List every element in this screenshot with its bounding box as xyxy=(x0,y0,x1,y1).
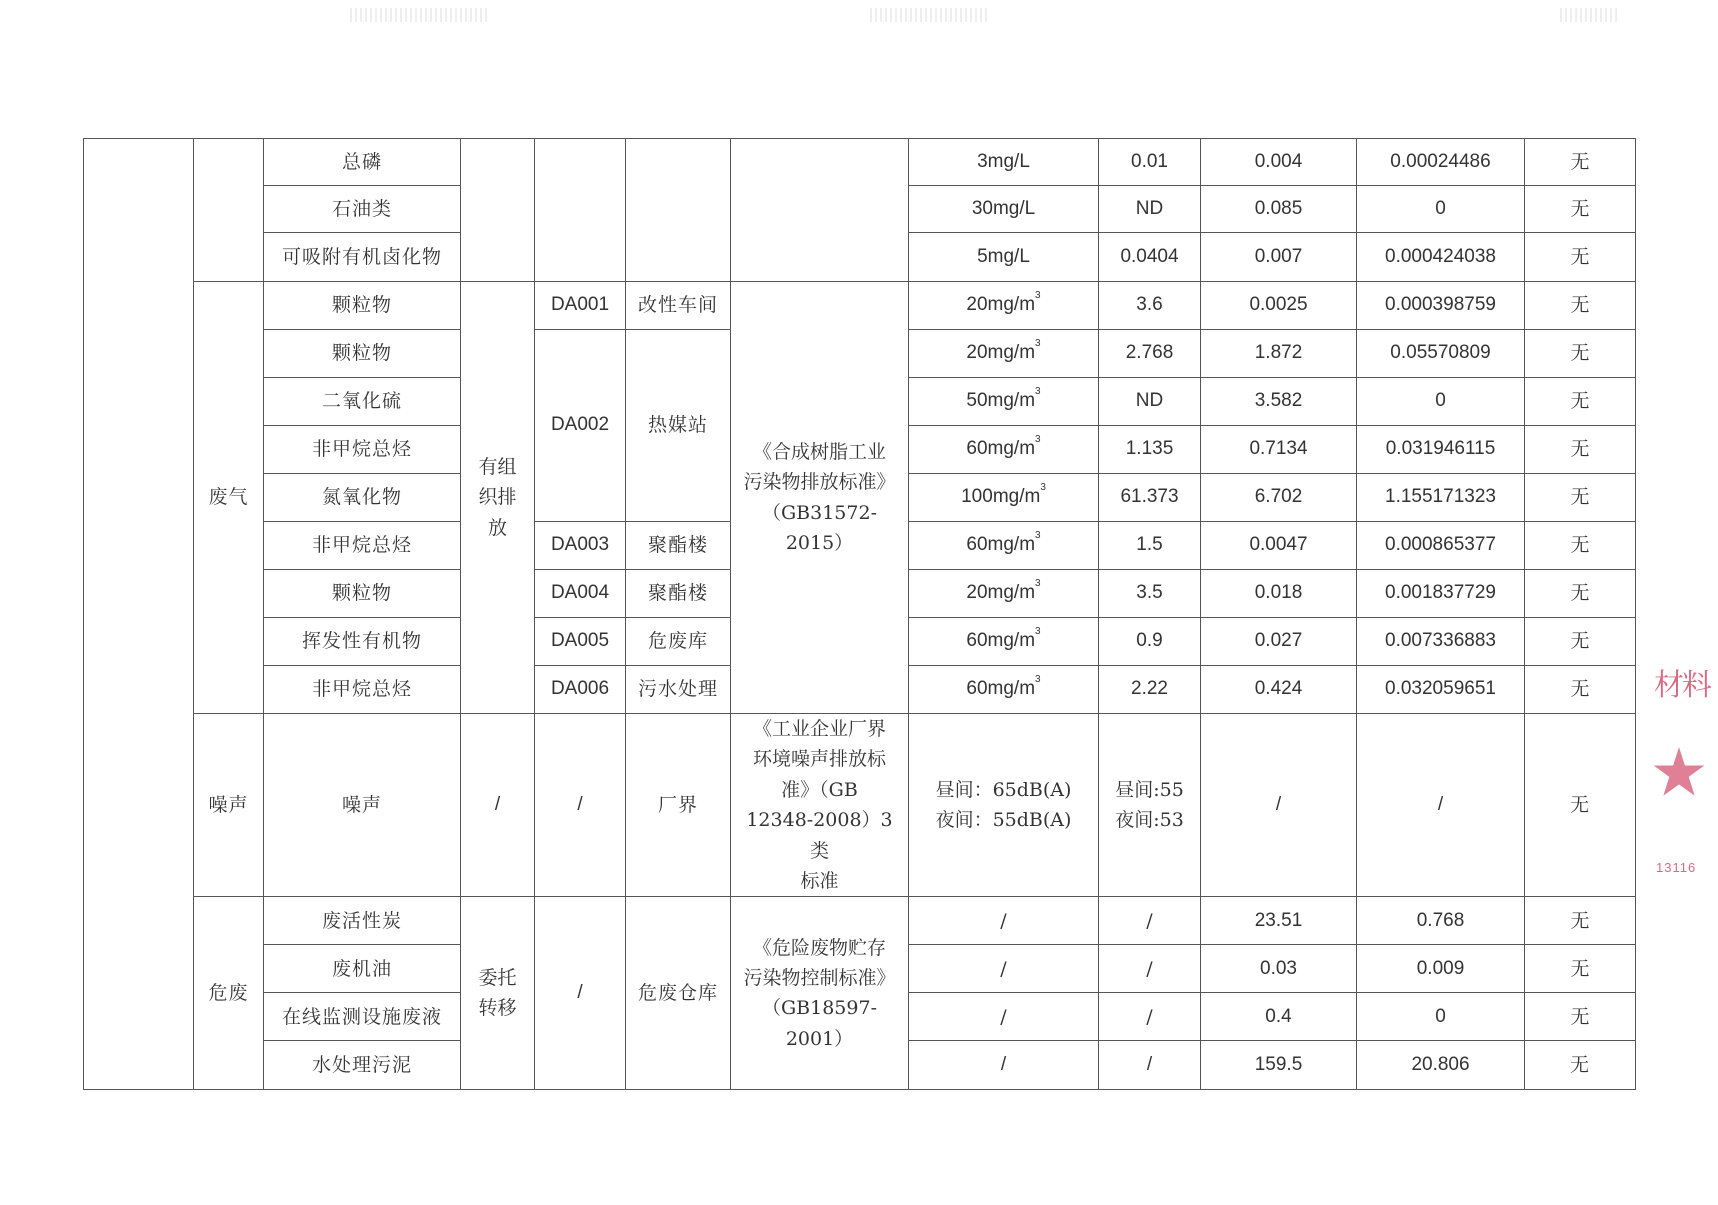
emissions-table xyxy=(83,138,1636,1090)
measured-cell: 1.5 xyxy=(1099,522,1201,570)
exceedance-cell: 无 xyxy=(1525,993,1636,1041)
standard-cell xyxy=(731,282,909,714)
limit-cell: $60mg/m^3$ xyxy=(909,426,1099,474)
outlet-id-cell: DA002 xyxy=(535,330,626,522)
actual-total-cell: 0.05570809 xyxy=(1357,330,1525,378)
measured-cell: 1.135 xyxy=(1099,426,1201,474)
emission-mode-line: 转移 xyxy=(478,997,517,1020)
standard-line: （GB18597-2001） xyxy=(761,997,877,1050)
location-cell: 危废仓库 xyxy=(626,897,731,1090)
location-cell: 厂界 xyxy=(626,714,731,897)
limit-night: 夜间：55dB(A) xyxy=(935,809,1072,832)
outlet-id-cell xyxy=(535,139,626,282)
stamp-code: 13116 xyxy=(1656,860,1697,875)
exceedance-cell: 无 xyxy=(1525,139,1636,186)
table-row xyxy=(84,139,1636,186)
limit-cell: $20mg/m^3$ xyxy=(909,570,1099,618)
measured-cell: / xyxy=(1099,993,1201,1041)
measured-cell: 2.768 xyxy=(1099,330,1201,378)
actual-total-cell: 0.768 xyxy=(1357,897,1525,945)
limit-cell: / xyxy=(909,1041,1099,1090)
measured-cell: 2.22 xyxy=(1099,666,1201,714)
limit-day: 昼间：65dB(A) xyxy=(935,778,1072,801)
scan-artifact xyxy=(870,8,990,22)
scan-artifact xyxy=(1560,8,1620,22)
pollutant-cell: 水处理污泥 xyxy=(264,1041,461,1090)
actual-total-cell: 1.155171323 xyxy=(1357,474,1525,522)
permitted-total-cell: 0.03 xyxy=(1201,945,1357,993)
emission-mode-cell xyxy=(461,897,535,1090)
permitted-total-cell: 0.027 xyxy=(1201,618,1357,666)
measured-cell: / xyxy=(1099,945,1201,993)
location-cell xyxy=(626,139,731,282)
standard-line: 《合成树脂工业 xyxy=(752,440,886,463)
actual-total-cell: 0.009 xyxy=(1357,945,1525,993)
actual-total-cell: 0.000424038 xyxy=(1357,233,1525,282)
permitted-total-cell: 0.0047 xyxy=(1201,522,1357,570)
standard-line: 《危险废物贮存 xyxy=(752,936,886,959)
exceedance-cell: 无 xyxy=(1525,666,1636,714)
limit-cell: $20mg/m^3$ xyxy=(909,330,1099,378)
pollutant-cell: 挥发性有机物 xyxy=(264,618,461,666)
limit-cell: 30mg/L xyxy=(909,186,1099,233)
measured-cell: 61.373 xyxy=(1099,474,1201,522)
seal-stamp xyxy=(1650,650,1710,890)
actual-total-cell: 0 xyxy=(1357,378,1525,426)
actual-total-cell: 0.031946115 xyxy=(1357,426,1525,474)
table-row xyxy=(84,714,1636,897)
location-cell: 危废库 xyxy=(626,618,731,666)
measured-day: 昼间:55 xyxy=(1115,778,1184,801)
exceedance-cell: 无 xyxy=(1525,426,1636,474)
category-cell-wastewater xyxy=(194,139,264,282)
emission-mode-line: 放 xyxy=(487,516,507,539)
limit-cell: $20mg/m^3$ xyxy=(909,282,1099,330)
outlet-id-cell: / xyxy=(535,897,626,1090)
outlet-id-cell: DA001 xyxy=(535,282,626,330)
blank-left-column xyxy=(84,139,194,1090)
permitted-total-cell: 0.018 xyxy=(1201,570,1357,618)
permitted-total-cell: 0.7134 xyxy=(1201,426,1357,474)
actual-total-cell: 0.00024486 xyxy=(1357,139,1525,186)
pollutant-cell: 石油类 xyxy=(264,186,461,233)
pollutant-cell: 颗粒物 xyxy=(264,330,461,378)
measured-night: 夜间:53 xyxy=(1115,809,1184,832)
limit-cell: $60mg/m^3$ xyxy=(909,522,1099,570)
outlet-id-cell: DA006 xyxy=(535,666,626,714)
actual-total-cell: 0.000398759 xyxy=(1357,282,1525,330)
permitted-total-cell: 6.702 xyxy=(1201,474,1357,522)
exceedance-cell: 无 xyxy=(1525,186,1636,233)
pollutant-cell: 非甲烷总烃 xyxy=(264,666,461,714)
location-cell: 聚酯楼 xyxy=(626,570,731,618)
pollutant-cell: 噪声 xyxy=(264,714,461,897)
exceedance-cell: 无 xyxy=(1525,897,1636,945)
permitted-total-cell: 3.582 xyxy=(1201,378,1357,426)
standard-line: 污染物排放标准》 xyxy=(743,471,896,494)
emission-mode-cell xyxy=(461,139,535,282)
standard-line: 标准 xyxy=(800,869,839,892)
pollutant-cell: 在线监测设施废液 xyxy=(264,993,461,1041)
limit-cell: / xyxy=(909,945,1099,993)
exceedance-cell: 无 xyxy=(1525,474,1636,522)
limit-cell xyxy=(909,714,1099,897)
table-row xyxy=(84,282,1636,330)
measured-cell: 3.6 xyxy=(1099,282,1201,330)
standard-line: （GB31572-2015） xyxy=(761,501,877,554)
outlet-id-cell: / xyxy=(535,714,626,897)
actual-total-cell: 0.032059651 xyxy=(1357,666,1525,714)
scan-artifact xyxy=(350,8,490,22)
location-cell: 污水处理 xyxy=(626,666,731,714)
permitted-total-cell: 23.51 xyxy=(1201,897,1357,945)
exceedance-cell: 无 xyxy=(1525,330,1636,378)
exceedance-cell: 无 xyxy=(1525,522,1636,570)
table-row xyxy=(84,897,1636,945)
outlet-id-cell: DA004 xyxy=(535,570,626,618)
actual-total-cell: 0.000865377 xyxy=(1357,522,1525,570)
permitted-total-cell: 1.872 xyxy=(1201,330,1357,378)
exceedance-cell: 无 xyxy=(1525,378,1636,426)
measured-cell: / xyxy=(1099,1041,1201,1090)
standard-cell xyxy=(731,139,909,282)
actual-total-cell: 20.806 xyxy=(1357,1041,1525,1090)
emission-mode-line: 有组 xyxy=(478,455,517,478)
pollutant-cell: 二氧化硫 xyxy=(264,378,461,426)
exceedance-cell: 无 xyxy=(1525,282,1636,330)
category-cell-hazardous: 危废 xyxy=(194,897,264,1090)
actual-total-cell: 0 xyxy=(1357,993,1525,1041)
pollutant-cell: 颗粒物 xyxy=(264,282,461,330)
standard-line: 污染物控制标准》 xyxy=(743,966,896,989)
star-icon xyxy=(1652,745,1706,799)
permitted-total-cell: 0.085 xyxy=(1201,186,1357,233)
limit-cell: $60mg/m^3$ xyxy=(909,666,1099,714)
pollutant-cell: 总磷 xyxy=(264,139,461,186)
exceedance-cell: 无 xyxy=(1525,618,1636,666)
pollutant-cell: 颗粒物 xyxy=(264,570,461,618)
location-cell: 改性车间 xyxy=(626,282,731,330)
permitted-total-cell: / xyxy=(1201,714,1357,897)
measured-cell: 0.0404 xyxy=(1099,233,1201,282)
location-cell: 热媒站 xyxy=(626,330,731,522)
standard-line: 准》（GB xyxy=(781,778,858,801)
measured-cell: 3.5 xyxy=(1099,570,1201,618)
exceedance-cell: 无 xyxy=(1525,570,1636,618)
exceedance-cell: 无 xyxy=(1525,714,1636,897)
category-cell-exhaust: 废气 xyxy=(194,282,264,714)
limit-cell: $50mg/m^3$ xyxy=(909,378,1099,426)
measured-cell xyxy=(1099,714,1201,897)
outlet-id-cell: DA005 xyxy=(535,618,626,666)
permitted-total-cell: 0.0025 xyxy=(1201,282,1357,330)
pollutant-cell: 可吸附有机卤化物 xyxy=(264,233,461,282)
standard-line: 《工业企业厂界 xyxy=(752,718,886,740)
pollutant-cell: 氮氧化物 xyxy=(264,474,461,522)
standard-line: 12348-2008）3 类 xyxy=(746,809,893,862)
permitted-total-cell: 159.5 xyxy=(1201,1041,1357,1090)
emission-mode-line: 委托 xyxy=(478,966,517,989)
location-cell: 聚酯楼 xyxy=(626,522,731,570)
standard-cell xyxy=(731,897,909,1090)
limit-cell: $60mg/m^3$ xyxy=(909,618,1099,666)
category-cell-noise: 噪声 xyxy=(194,714,264,897)
measured-cell: 0.9 xyxy=(1099,618,1201,666)
permitted-total-cell: 0.004 xyxy=(1201,139,1357,186)
emission-mode-cell: / xyxy=(461,714,535,897)
measured-cell: / xyxy=(1099,897,1201,945)
standard-line: 环境噪声排放标 xyxy=(752,748,886,771)
exceedance-cell: 无 xyxy=(1525,1041,1636,1090)
pollutant-cell: 非甲烷总烃 xyxy=(264,522,461,570)
actual-total-cell: 0.007336883 xyxy=(1357,618,1525,666)
permitted-total-cell: 0.007 xyxy=(1201,233,1357,282)
limit-cell: / xyxy=(909,897,1099,945)
outlet-id-cell: DA003 xyxy=(535,522,626,570)
actual-total-cell: / xyxy=(1357,714,1525,897)
actual-total-cell: 0 xyxy=(1357,186,1525,233)
pollutant-cell: 废活性炭 xyxy=(264,897,461,945)
measured-cell: ND xyxy=(1099,186,1201,233)
exceedance-cell: 无 xyxy=(1525,233,1636,282)
limit-cell: / xyxy=(909,993,1099,1041)
measured-cell: 0.01 xyxy=(1099,139,1201,186)
permitted-total-cell: 0.4 xyxy=(1201,993,1357,1041)
measured-cell: ND xyxy=(1099,378,1201,426)
emission-mode-line: 织排 xyxy=(478,486,517,509)
exceedance-cell: 无 xyxy=(1525,945,1636,993)
limit-cell: $100mg/m^3$ xyxy=(909,474,1099,522)
actual-total-cell: 0.001837729 xyxy=(1357,570,1525,618)
limit-cell: 5mg/L xyxy=(909,233,1099,282)
pollutant-cell: 废机油 xyxy=(264,945,461,993)
stamp-text: 材料 xyxy=(1654,668,1710,703)
permitted-total-cell: 0.424 xyxy=(1201,666,1357,714)
standard-cell xyxy=(731,714,909,897)
emission-mode-cell xyxy=(461,282,535,714)
pollutant-cell: 非甲烷总烃 xyxy=(264,426,461,474)
limit-cell: 3mg/L xyxy=(909,139,1099,186)
